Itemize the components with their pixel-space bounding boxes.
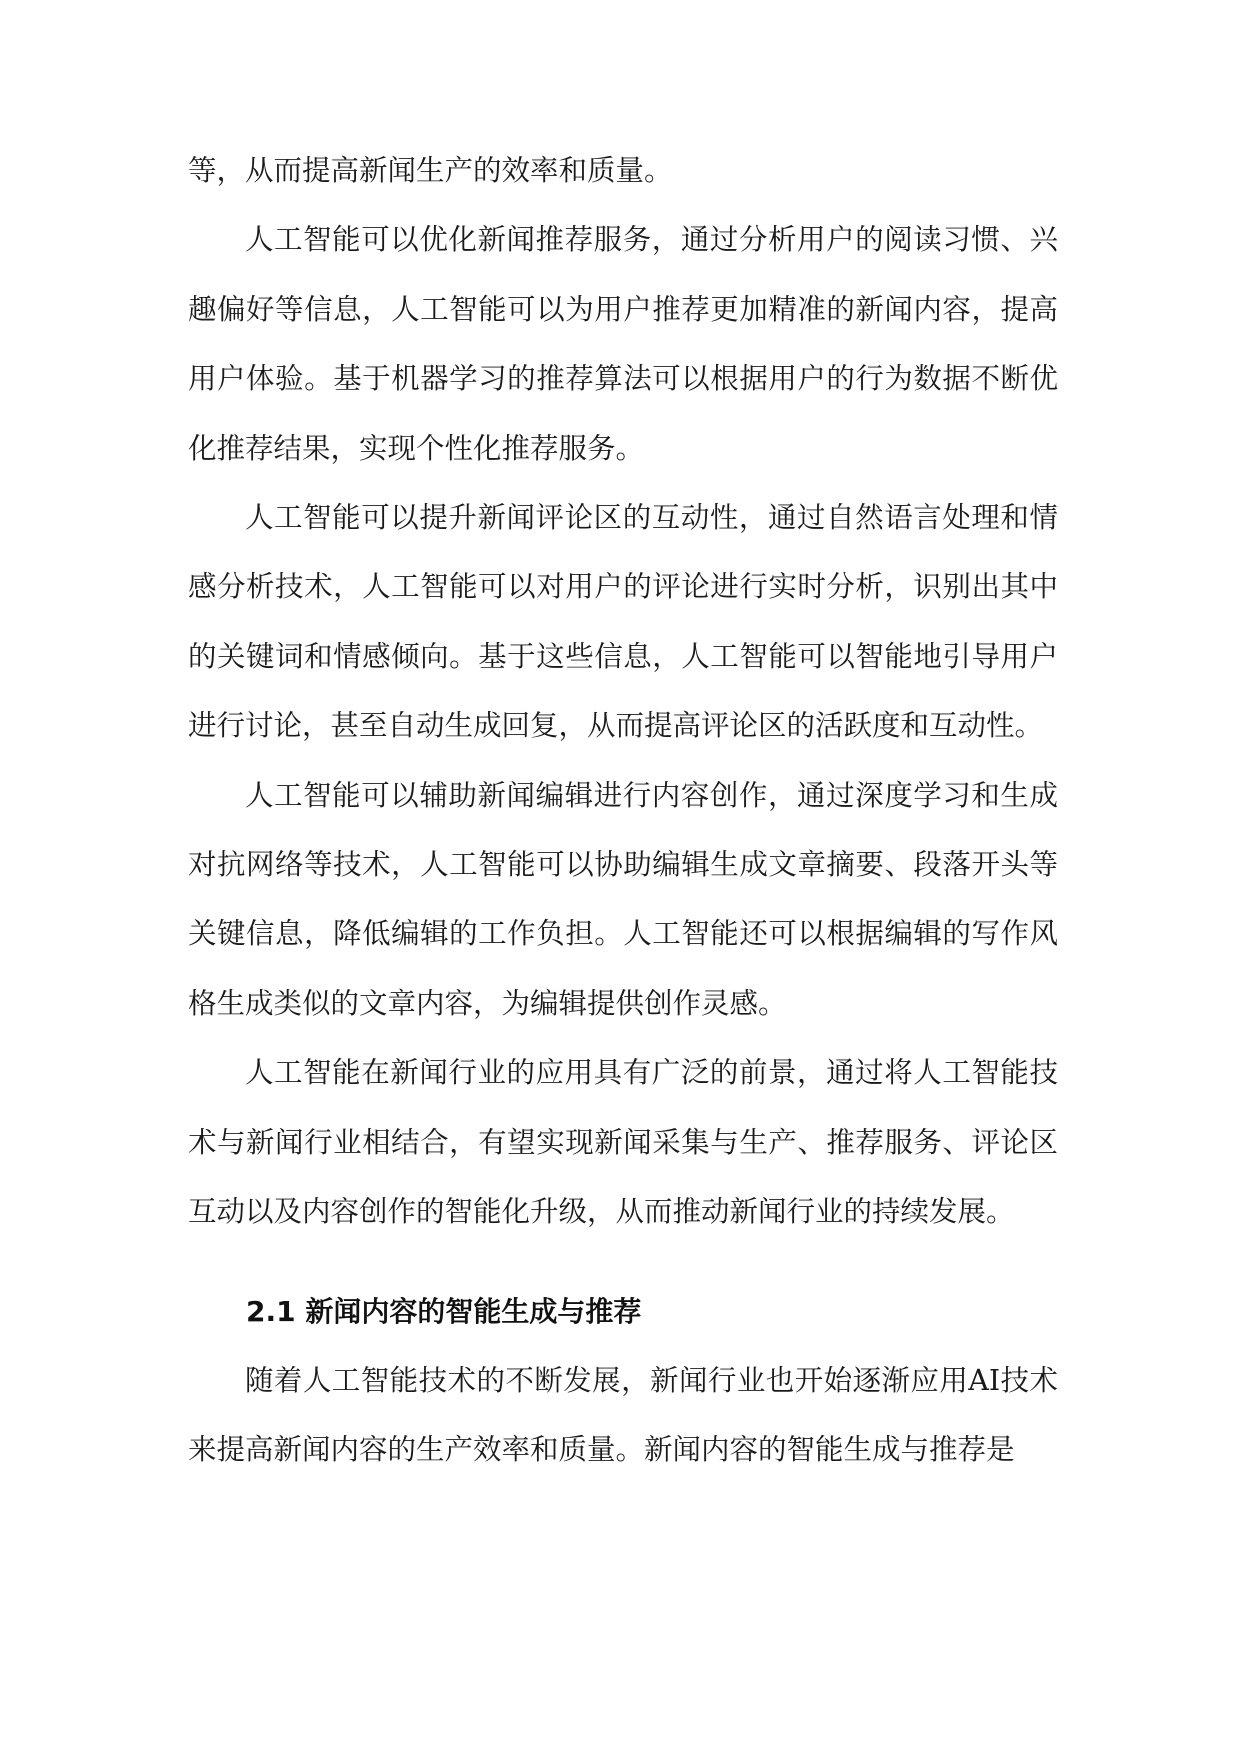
paragraph-content-creation: 人工智能可以辅助新闻编辑进行内容创作，通过深度学习和生成对抗网络等技术，人工智能可以协助编辑生成文章摘要、段落开头等关键信息，降低编辑的工作负担。人工智能还可以根据编辑的写作风格生成类似的文章内容，为编辑提供创作灵感。: [188, 778, 1058, 1020]
paragraph-news-recommendation: 人工智能可以优化新闻推荐服务，通过分析用户的阅读习惯、兴趣偏好等信息，人工智能可以为用户推荐更加精准的新闻内容，提高用户体验。基于机器学习的推荐算法可以根据用户的行为数据不断优化推荐结果，实现个性化推荐服务。: [188, 223, 1058, 465]
heading-spacer: [188, 1247, 1058, 1277]
paragraph-section-intro: 随着人工智能技术的不断发展，新闻行业也开始逐渐应用AI技术来提高新闻内容的生产效率和质量。新闻内容的智能生成与推荐是: [188, 1363, 1058, 1467]
document-page: [188, 136, 1058, 1485]
paragraph-comment-interaction: 人工智能可以提升新闻评论区的互动性，通过自然语言处理和情感分析技术，人工智能可以对用户的评论进行实时分析，识别出其中的关键词和情感倾向。基于这些信息，人工智能可以智能地引导用户进行讨论，甚至自动生成回复，从而提高评论区的活跃度和互动性。: [188, 501, 1058, 743]
paragraph-continuation: 等，从而提高新闻生产的效率和质量。: [188, 154, 673, 187]
paragraph-prospects: 人工智能在新闻行业的应用具有广泛的前景，通过将人工智能技术与新闻行业相结合，有望实现新闻采集与生产、推荐服务、评论区互动以及内容创作的智能化升级，从而推动新闻行业的持续发展。: [188, 1056, 1058, 1229]
section-heading: 2.1 新闻内容的智能生成与推荐: [246, 1294, 642, 1328]
